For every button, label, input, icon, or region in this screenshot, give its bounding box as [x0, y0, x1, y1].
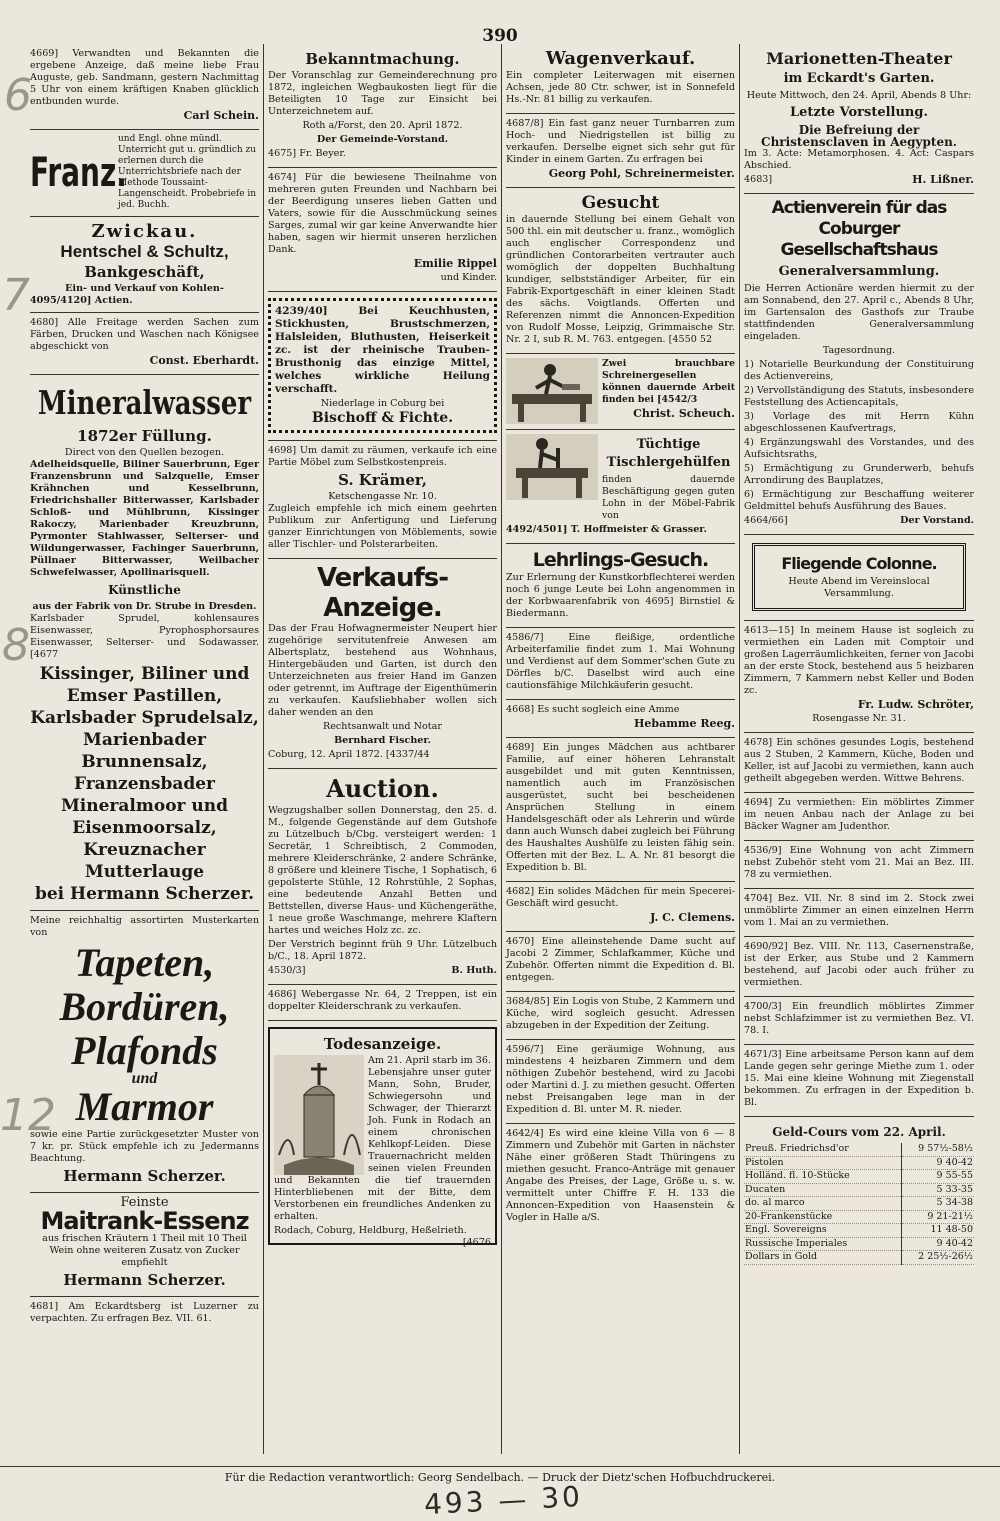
honey-place: Niederlage in Coburg bei [320, 398, 445, 409]
obituary-heading: Todesanzeige. [323, 1035, 442, 1053]
shop-rent-ad [744, 621, 974, 733]
currency-name: do. al marco [744, 1197, 902, 1211]
villa-wanted-text: 4642/4] Es wird eine kleine Villa von 6 — 8 Zimmern und Zubehör mit Garten in nächster Nähe einer größeren Stadt Thüringens zu miethen gesucht. Franco-Anträge mit genauer Angabe des Preises, der Lage, Größe u. s. w. vermittelt unter Chiffre F. H. 133 die Annoncen-Expedition von Haasenstein & Vogler in Halle a/S. [506, 1128, 735, 1223]
gym-bar-ad [506, 114, 735, 188]
dyeing-ad [30, 313, 259, 375]
wallpaper-and: und [131, 1070, 158, 1087]
budget-text: Der Voranschlag zur Gemeinderechnung pro 1872, ingleichen Wegbaukosten liegt für die Beteiligten 10 Tage zur Einsicht bei Unterzeichnetem auf. [268, 70, 497, 117]
mineral-water-seller: bei Hermann Scherzer. [34, 884, 255, 904]
joiners-heading: Tüchtige Tischlergehülfen [606, 437, 731, 470]
currency-value: 9 55-55 [902, 1170, 975, 1184]
currency-value: 5 33-35 [902, 1183, 975, 1197]
thanks-signature-2: und Kinder. [440, 272, 497, 283]
lodging-wanted-text: 3684/85] Ein Logis von Stube, 2 Kammern und Küche, wird sogleich gesucht. Adressen abzugeben in der Expedition der Zeitung. [506, 996, 735, 1031]
currency-name: Holländ. fl. 10-Stücke [744, 1170, 902, 1184]
sale-role: Rechtsanwalt und Notar [323, 721, 442, 732]
currency-value: 9 40-42 [902, 1156, 975, 1170]
auction-text-2: Der Verstrich beginnt früh 9 Uhr. Lützelbuch b/C., 18. April 1872. [268, 939, 497, 962]
bank-ad [30, 217, 259, 313]
shop-girl-ad [506, 882, 735, 932]
table-row [744, 1251, 974, 1265]
wallpaper-intro: Meine reichhaltig assortirten Musterkarten von [30, 915, 259, 938]
flying-column-text: Heute Abend im Vereinslocal Versammlung. [788, 576, 930, 599]
obituary-text: Am 21. April starb im 36. Lebensjahre unser guter Mann, Sohn, Bruder, Schwiegersohn und Schwager, der Thierarzt Joh. Funk in Rodach an einem chronischen Kehlkopf-Leiden. Diese Trauernachricht melden seinen vielen Freunden und Bekannten die tief trauernden Hinterbliebenen mit der Bitte, dem Verstorbenen ein freundliches Andenken zu erhalten. [274, 1055, 491, 1222]
currency-value: 9 40-42 [902, 1237, 975, 1251]
auction-notice [268, 769, 497, 985]
auction-heading: Auction. [326, 774, 439, 803]
flying-column-ad [744, 535, 974, 621]
joiners-text: finden dauernde Beschäftigung gegen guten Lohn in der Möbel-Fabrik von [602, 474, 735, 521]
table-row [744, 1224, 974, 1238]
governess-text: 4689] Ein junges Mädchen aus achtbarer Familie, auf einer höheren Lehranstalt ausgebildet und mit guten Kenntnissen, namentlich auch im Französischen ausgerüstet, sucht bei bescheidenen Ansprüchen Stellung in einem Handelsgeschäft oder als Lehrerin und würde dann auch Wunsch dabei zugleich bei Führung des Haushaltes Aushülfe zu leisten fähig sein. Offerten mit der Bez. L. A. Nr. 81 besorgt die Expedition b. Bl. [506, 742, 735, 873]
carpenters-signature: Christ. Scheuch. [633, 407, 735, 420]
apprentice-heading: Lehrlings-Gesuch. [532, 549, 709, 571]
french-lessons-ad [30, 130, 259, 217]
mineral-water-list: Adelheidsquelle, Biliner Sauerbrunn, Eger Franzensbrunn und Salzquelle, Emser Krähnchen und Kesselbrunn, Friedrichshaller Bitterwasser, Karlsbader Schloß- und Mühlbrunn, Kissinger Rakoczy, Marienbader Kreuzbrunn, Pyrmonter Stahlwasser, Selterser- und Wildungerwasser, Fachinger Sauerbrunn, Püllnaer Bitterwasser, Weilbacher Schwefelwasser, Apollinarisquell. [30, 459, 259, 578]
pencil-mark: 12 [0, 1090, 56, 1141]
shareholders-ad [744, 194, 974, 535]
friendly-room-ad [744, 997, 974, 1045]
birth-notice-text: 4669] Verwandten und Bekannten die ergebene Anzeige, daß meine liebe Frau Auguste, geb. Sandmann, gestern Nachmittag 5 Uhr von einem kräftigen Knaben glücklich entbunden wurde. [30, 48, 259, 107]
table-row [744, 1237, 974, 1251]
lady-rooms-text: 4670] Eine alleinstehende Dame sucht auf Jacobi 2 Zimmer, Schlafkammer, Küche und Zubehör. Offerten nimmt die Expedition d. Bl. entgegen. [506, 936, 735, 983]
eight-rooms-text: 4536/9] Eine Wohnung von acht Zimmern nebst Zubehör steht vom 21. Mai an Bez. III. 78 zu vermiethen. [744, 845, 974, 880]
furniture-name: S. Krämer, [338, 471, 427, 489]
obituary-place: Rodach, Coburg, Heldburg, Heßelrieth. [274, 1225, 467, 1236]
currency-name: Pistolen [744, 1156, 902, 1170]
sale-place: Coburg, 12. April 1872. [4337/44 [268, 749, 430, 760]
worker-family-text: 4586/7] Eine fleißige, ordentliche Arbeiterfamilie findet zum 1. Mai Wohnung und Verdienst auf dem Sommer'schen Gute zu Dörfles b/C. Daselbst wird auch eine cautionsfähige Milchkäuferin gesucht. [506, 632, 735, 691]
table-row [744, 1156, 974, 1170]
apprentice-text: Zur Erlernung der Kunstkorbflechterei werden noch 6 junge Leute bei Lohn angenommen in der Korbwaarenfabrik von 4695] Birnstiel & Biedermann. [506, 572, 736, 619]
artificial-list: Karlsbader Sprudel, kohlensaures Eisenwasser, Pyrophosphorsaures Eisenwasser, Selterser- und Sodawasser. [4677 [30, 613, 259, 660]
joiners-signature: 4492/4501] T. Hoffmeister & Grasser. [506, 524, 707, 535]
wet-nurse-text: 4668] Es sucht sogleich eine Amme [506, 704, 680, 715]
country-flat-ad [744, 1045, 974, 1117]
puppet-heading: Marionetten-Theater [766, 49, 952, 68]
flying-column-heading: Fliegende Colonne. [781, 554, 937, 573]
shareholders-signature: Der Vorstand. [900, 515, 974, 526]
birth-notice [30, 44, 259, 130]
agenda-item: 6) Ermächtigung zur Beschaffung weiterer Geldmittel behufs Ausführung des Baues. [744, 489, 974, 512]
budget-signature: Der Gemeinde-Vorstand. [316, 134, 449, 145]
agenda-item: 2) Vervollständigung des Statuts, insbesondere Feststellung des Actiencapitals, [744, 385, 974, 408]
wallpaper-title-1: Tapeten, [74, 940, 215, 985]
auction-ref: 4530/3] [268, 965, 306, 976]
exchange-rates [744, 1117, 974, 1270]
column-1 [26, 44, 264, 1454]
sale-heading: Verkaufs-Anzeige. [316, 563, 449, 623]
budget-announcement [268, 44, 497, 168]
puppet-date: Heute Mittwoch, den 24. April, Abends 8 Uhr: [746, 90, 972, 101]
auction-text: Wegzugshalber sollen Donnerstag, den 25. d. M., folgende Gegenstände auf dem Gutshofe zu Lützelbuch b/Cbg. versteigert werden: 1 Secretär, 1 Schreibtisch, 2 Commoden, mehrere Kleiderschränke, 2 andere Schränke, 8 größere und kleinere Tische, 1 Sophatisch, 6 gepolsterte Stühle, 12 Rohrstühle, 2 Sophas, eine bedeutende Anzahl Betten und Bettstellen, diverse Haus- und Küchengeräthe, 1 neue große Waschmange, mehrere Klaftern hartes und weiches Holz zc. zc. [268, 805, 497, 936]
lady-rooms-ad [506, 932, 735, 992]
lodging-wanted-ad [506, 992, 735, 1040]
imprint-footer: Für die Redaction verantwortlich: Georg Sendelbach. — Druck der Dietz'schen Hofbuchdruckerei. [0, 1466, 1000, 1484]
puppet-title: Die Befreiung der Christensclaven in Aegypten. [761, 123, 957, 149]
bank-city: Zwickau. [91, 221, 198, 242]
agenda-item: 3) Vorlage des mit Herrn Kühn abgeschlossenen Kaufvertrags, [744, 411, 974, 434]
worker-family-ad [506, 628, 735, 700]
maitrank-heading: Maitrank-Essenz [40, 1207, 249, 1235]
table-row [744, 1143, 974, 1156]
thanks-notice [268, 168, 497, 292]
pencil-mark: 7 [2, 270, 30, 321]
archive-stamp: 493 — 30 [423, 1479, 584, 1521]
gym-bar-signature: Georg Pohl, Schreinermeister. [548, 167, 735, 180]
artificial-label: Künstliche [108, 583, 181, 597]
table-row [744, 1210, 974, 1224]
currency-name: Dollars in Gold [744, 1251, 902, 1265]
obituary-ref: [4676 [462, 1237, 491, 1248]
exchange-rates-table [744, 1143, 974, 1265]
budget-heading: Bekanntmachung. [305, 50, 460, 68]
apprentice-ad [506, 544, 735, 628]
column-2 [264, 44, 502, 1454]
lucerne-text: 4681] Am Eckardtsberg ist Luzerner zu verpachten. Zu erfragen Bez. VII. 61. [30, 1301, 259, 1324]
carpenter-illustration [506, 358, 598, 424]
currency-name: Preuß. Friedrichsd'or [744, 1143, 902, 1156]
wanted-text: in dauernde Stellung bei einem Gehalt von 500 thl. ein mit deutscher u. franz., womöglich auch englischer Correspondenz und gründlichen Contorarbeiten vertrauter auch womöglich der doppelten Buchhaltung kundiger, selbstständiger Arbeiter, für ein Fabrik-Exportgeschäft in einer kleinen Stadt des sächs. Voigtlands. Offerten und Referenzen nimmt die Annoncen-Expedition von Rudolf Mosse, Leipzig, Grimmaische Str. Nr. 2 I, sub R. M. 763. entgegen. [4550 52 [506, 214, 735, 345]
bank-ref: 4095/4120] Actien. [30, 295, 133, 306]
governess-ad [506, 738, 735, 882]
friendly-room-text: 4700/3] Ein freundlich möblirtes Zimmer nebst Schlafzimmer ist zu vermiethen Bez. VI. 78. I. [744, 1001, 974, 1036]
memorial-illustration [274, 1055, 364, 1175]
table-row [744, 1183, 974, 1197]
budget-place: Roth a/Forst, den 20. April 1872. [302, 120, 463, 131]
newspaper-columns [26, 44, 984, 1454]
furnished-room-text: 4694] Zu vermiethen: Ein möblirtes Zimmer im neuen Anbau nach der Anlage zu bei Bäcker Wagner am Judenthor. [744, 797, 974, 832]
currency-name: 20-Frankenstücke [744, 1210, 902, 1224]
mineral-water-year: 1872er Füllung. [77, 427, 212, 445]
bank-line: Ein- und Verkauf von Kohlen- [65, 283, 224, 294]
joiner-illustration [506, 434, 598, 500]
wallpaper-signature: Hermann Scherzer. [63, 1167, 226, 1185]
shareholders-sub: Generalversammlung. [778, 264, 940, 279]
puppet-venue: im Eckardt's Garten. [783, 71, 935, 86]
logis-ad [744, 733, 974, 793]
shop-rent-signature: Fr. Ludw. Schröter, [857, 698, 974, 711]
furniture-text-2: Zugleich empfehle ich mich einem geehrten Publikum zur Anfertigung und Lieferung ganzer Einrichtungen von Möblements, sowie aller Tischler- und Polsterarbeiten. [268, 503, 497, 550]
shareholders-text: Die Herren Actionäre werden hiermit zu der am Sonnabend, den 27. April c., Abends 8 Uhr, im Gartensalon des Gasthofs zur Traube stattfindenden Generalversammlung eingeladen. [744, 283, 974, 342]
shop-girl-text: 4682] Ein solides Mädchen für mein Specerei-Geschäft wird gesucht. [506, 886, 735, 909]
maitrank-signature: Hermann Scherzer. [63, 1271, 226, 1289]
agenda-item: 4) Ergänzungswahl des Vorstandes, und des Aufsichtsraths, [744, 437, 974, 460]
puppet-theatre-ad [744, 44, 974, 194]
agenda-item: 1) Notarielle Beurkundung der Constituirung des Actienvereins, [744, 359, 974, 382]
column-4 [740, 44, 978, 1454]
currency-value: 9 57½-58½ [902, 1143, 975, 1156]
maitrank-ad [30, 1193, 259, 1297]
maitrank-text: aus frischen Kräutern 1 Theil mit 10 Theil Wein ohne weiteren Zusatz von Zucker empfiehlt [42, 1233, 247, 1268]
wet-nurse-ad [506, 700, 735, 738]
pastilles-list: Kissinger, Biliner und Emser Pastillen, Karlsbader Sprudelsalz, Marienbader Brunnensalz, Franzensbader Mineralmoor und Eisenmoorsalz, Kreuznacher Mutterlauge [30, 664, 259, 882]
furniture-ad [268, 441, 497, 559]
joiners-ad [506, 430, 735, 544]
two-rooms-ad [744, 889, 974, 937]
shop-girl-signature: J. C. Clemens. [650, 911, 735, 924]
sale-notice [268, 559, 497, 769]
thanks-signature: Emilie Rippel [413, 257, 497, 270]
puppet-acts: Im 3. Acte: Metamorphosen. 4. Act: Caspars Abschied. [744, 148, 974, 171]
mineral-water-heading: Mineralwasser [37, 385, 252, 423]
villa-wanted-ad [506, 1124, 735, 1231]
pencil-mark: 6 [4, 70, 32, 121]
table-row [744, 1170, 974, 1184]
currency-value: 9 21-21½ [902, 1210, 975, 1224]
two-rooms-text: 4704] Bez. VII. Nr. 8 sind im 2. Stock zwei unmöblirte Zimmer an einen einzelnen Herrn vom 1. Mai an zu vermiethen. [744, 893, 974, 928]
carpenters-text: Zwei brauchbare Schreinergesellen können dauernde Arbeit finden bei [4542/3 [602, 358, 735, 405]
currency-name: Engl. Sovereigns [744, 1224, 902, 1238]
sale-signature: Bernhard Fischer. [334, 735, 431, 746]
puppet-show: Letzte Vorstellung. [789, 105, 928, 120]
furniture-address: Ketschengasse Nr. 10. [328, 491, 437, 502]
table-row [744, 1197, 974, 1211]
obituary [268, 1021, 497, 1252]
wanted-heading: Gesucht [581, 193, 660, 213]
currency-name: Russische Imperiales [744, 1237, 902, 1251]
birth-notice-signature: Carl Schein. [183, 109, 259, 122]
mineral-water-ad [30, 375, 259, 911]
shop-rent-address: Rosengasse Nr. 31. [812, 713, 906, 724]
puppet-ref: 4683] [744, 174, 773, 185]
auction-signature: B. Huth. [451, 965, 497, 976]
logis-text: 4678] Ein schönes gesundes Logis, bestehend aus 2 Stuben, 2 Kammern, Küche, Boden und Keller, ist auf Jacobi zu vermiethen, kann auch getheilt abgegeben werden. Wittwe Behrens. [744, 737, 974, 784]
strube-factory: aus der Fabrik von Dr. Strube in Dresden. [32, 601, 257, 612]
dyeing-signature: Const. Eberhardt. [149, 354, 259, 367]
carpenters-ad [506, 354, 735, 430]
wallpaper-title-4: Marmor [75, 1084, 214, 1129]
mineral-water-direct: Direct von den Quellen bezogen. [64, 447, 225, 458]
honey-signature: Bischoff & Fichte. [311, 410, 454, 426]
wet-nurse-signature: Hebamme Reeg. [634, 717, 735, 730]
currency-value: 11 48-50 [902, 1224, 975, 1238]
budget-ref: 4675] Fr. Beyer. [268, 148, 346, 159]
dyeing-text: 4680] Alle Freitage werden Sachen zum Färben, Drucken und Waschen nach Königsee abgeschickt von [30, 317, 259, 352]
thanks-text: 4674] Für die bewiesene Theilnahme von mehreren guten Freunden und Nachbarn bei der Beerdigung unseres lieben Gatten und Vaters, sowie für die Ausschmückung seines Sarges, zumal wir gar keine Anverwandte hier haben, sagen wir hiermit unseren herzlichen Dank. [268, 172, 497, 255]
eight-rooms-ad [744, 841, 974, 889]
puppet-signature: H. Lißner. [912, 173, 974, 186]
bay-room-ad [744, 937, 974, 997]
bank-type: Bankgeschäft, [84, 263, 205, 281]
wagon-heading: Wagenverkauf. [545, 48, 696, 69]
currency-value: 2 25½-26½ [902, 1251, 975, 1265]
apartment-wanted-ad [506, 1040, 735, 1124]
wallpaper-ad [30, 911, 259, 1193]
sale-text: Das der Frau Hofwagnermeister Neupert hier zugehörige servitutenfreie Anwesen am Albertsplatz, bestehend aus Wohnhaus, Hintergebäuden und Garten, ist durch den Unterzeichneten aus freier Hand im Ganzen oder getrennt, im Auftrage der Eigenthümerin zu verkaufen. Kaufsliebhaber wollen sich daher wenden an den [268, 623, 497, 718]
bay-room-text: 4690/92] Bez. VIII. Nr. 113, Casernenstraße, ist der Erker, aus Stube und 2 Kammern bestehend, auf Jacobi oder auch früher zu vermiethen. [744, 941, 974, 988]
furniture-text: 4698] Um damit zu räumen, verkaufe ich eine Partie Möbel zum Selbstkostenpreis. [268, 445, 497, 468]
shareholders-heading: Actienverein für das Coburger Gesellschaftshaus [771, 198, 947, 260]
wagon-sale-ad [506, 44, 735, 114]
wardrobe-ad [268, 985, 497, 1021]
wagon-text: Ein completer Leiterwagen mit eisernen Achsen, jede 80 Ctr. schwer, ist in Sonnefeld Hs.-Nr. 81 billig zu verkaufen. [506, 70, 735, 105]
lucerne-ad [30, 1297, 259, 1332]
wallpaper-title-3: Plafonds [71, 1028, 218, 1073]
wallpaper-text: sowie eine Partie zurückgesetzter Muster von 7 kr. pr. Stück empfehle ich zu Jedermanns Beachtung. [30, 1129, 259, 1164]
apartment-wanted-text: 4596/7] Eine geräumige Wohnung, aus mindestens 4 heizbaren Zimmern und dem nöthigen Zubehör bestehend, wird zu Jacobi oder Martini d. J. zu miethen gesucht. Offerten nebst Preisangaben lege man in der Expedition d. Bl. unter M. R. nieder. [506, 1044, 735, 1115]
wallpaper-title-2: Bordüren, [59, 984, 230, 1029]
page-number: 390 [482, 26, 518, 46]
agenda-heading: Tagesordnung. [822, 345, 896, 356]
maitrank-finest: Feinste [120, 1195, 169, 1210]
honey-ad [268, 292, 497, 441]
country-flat-text: 4671/3] Eine arbeitsame Person kann auf dem Lande gegen sehr geringe Miethe zum 1. oder 15. Mai eine kleine Wohnung mit Ziegenstall bekommen. Zu erfragen in der Expedition b. Bl. [744, 1049, 974, 1108]
gym-bar-text: 4687/8] Ein fast ganz neuer Turnbarren zum Hoch- und Niedrigstellen ist billig zu verkaufen. Derselbe eignet sich sehr gut für Kinder in einem Garten. Zu erfragen bei [506, 118, 735, 165]
exchange-rates-heading: Geld-Cours vom 22. April. [772, 1125, 946, 1139]
currency-name: Ducaten [744, 1183, 902, 1197]
shop-rent-text: 4613—15] In meinem Hause ist sogleich zu vermiethen ein Laden mit Comptoir und großen Lagerräumlichkeiten, ferner von Jacobi an der erste Stock, bestehend aus 5 heizbaren Zimmern, 7 Kammern nebst Keller und Boden zc. [744, 625, 974, 696]
furnished-room-ad [744, 793, 974, 841]
currency-value: 5 34-38 [902, 1197, 975, 1211]
honey-text: 4239/40] Bei Keuchhusten, Stickhusten, Brustschmerzen, Halsleiden, Bluthusten, Heiserkeit zc. ist der rheinische Trauben-Brusthonig das einzige Mittel, welches wirkliche Heilung verschafft. [275, 305, 490, 395]
pencil-mark: 8 [2, 620, 30, 671]
french-lessons-text: und Engl. ohne mündl. Unterricht gut u. gründlich zu erlernen durch die Unterrichtsbriefe nach der Methode Toussaint-Langenscheidt. Probebriefe in jed. Buchh. [118, 134, 257, 210]
french-lessons-heading: Franz. [30, 149, 127, 196]
shareholders-ref: 4664/66] [744, 515, 788, 526]
agenda-item: 5) Ermächtigung zu Grunderwerb, behufs Arrondirung des Bauplatzes, [744, 463, 974, 486]
wanted-clerk-ad [506, 188, 735, 354]
bank-firm: Hentschel & Schultz, [60, 242, 229, 261]
wardrobe-text: 4686] Webergasse Nr. 64, 2 Treppen, ist ein doppelter Kleiderschrank zu verkaufen. [268, 989, 497, 1012]
column-3 [502, 44, 740, 1454]
